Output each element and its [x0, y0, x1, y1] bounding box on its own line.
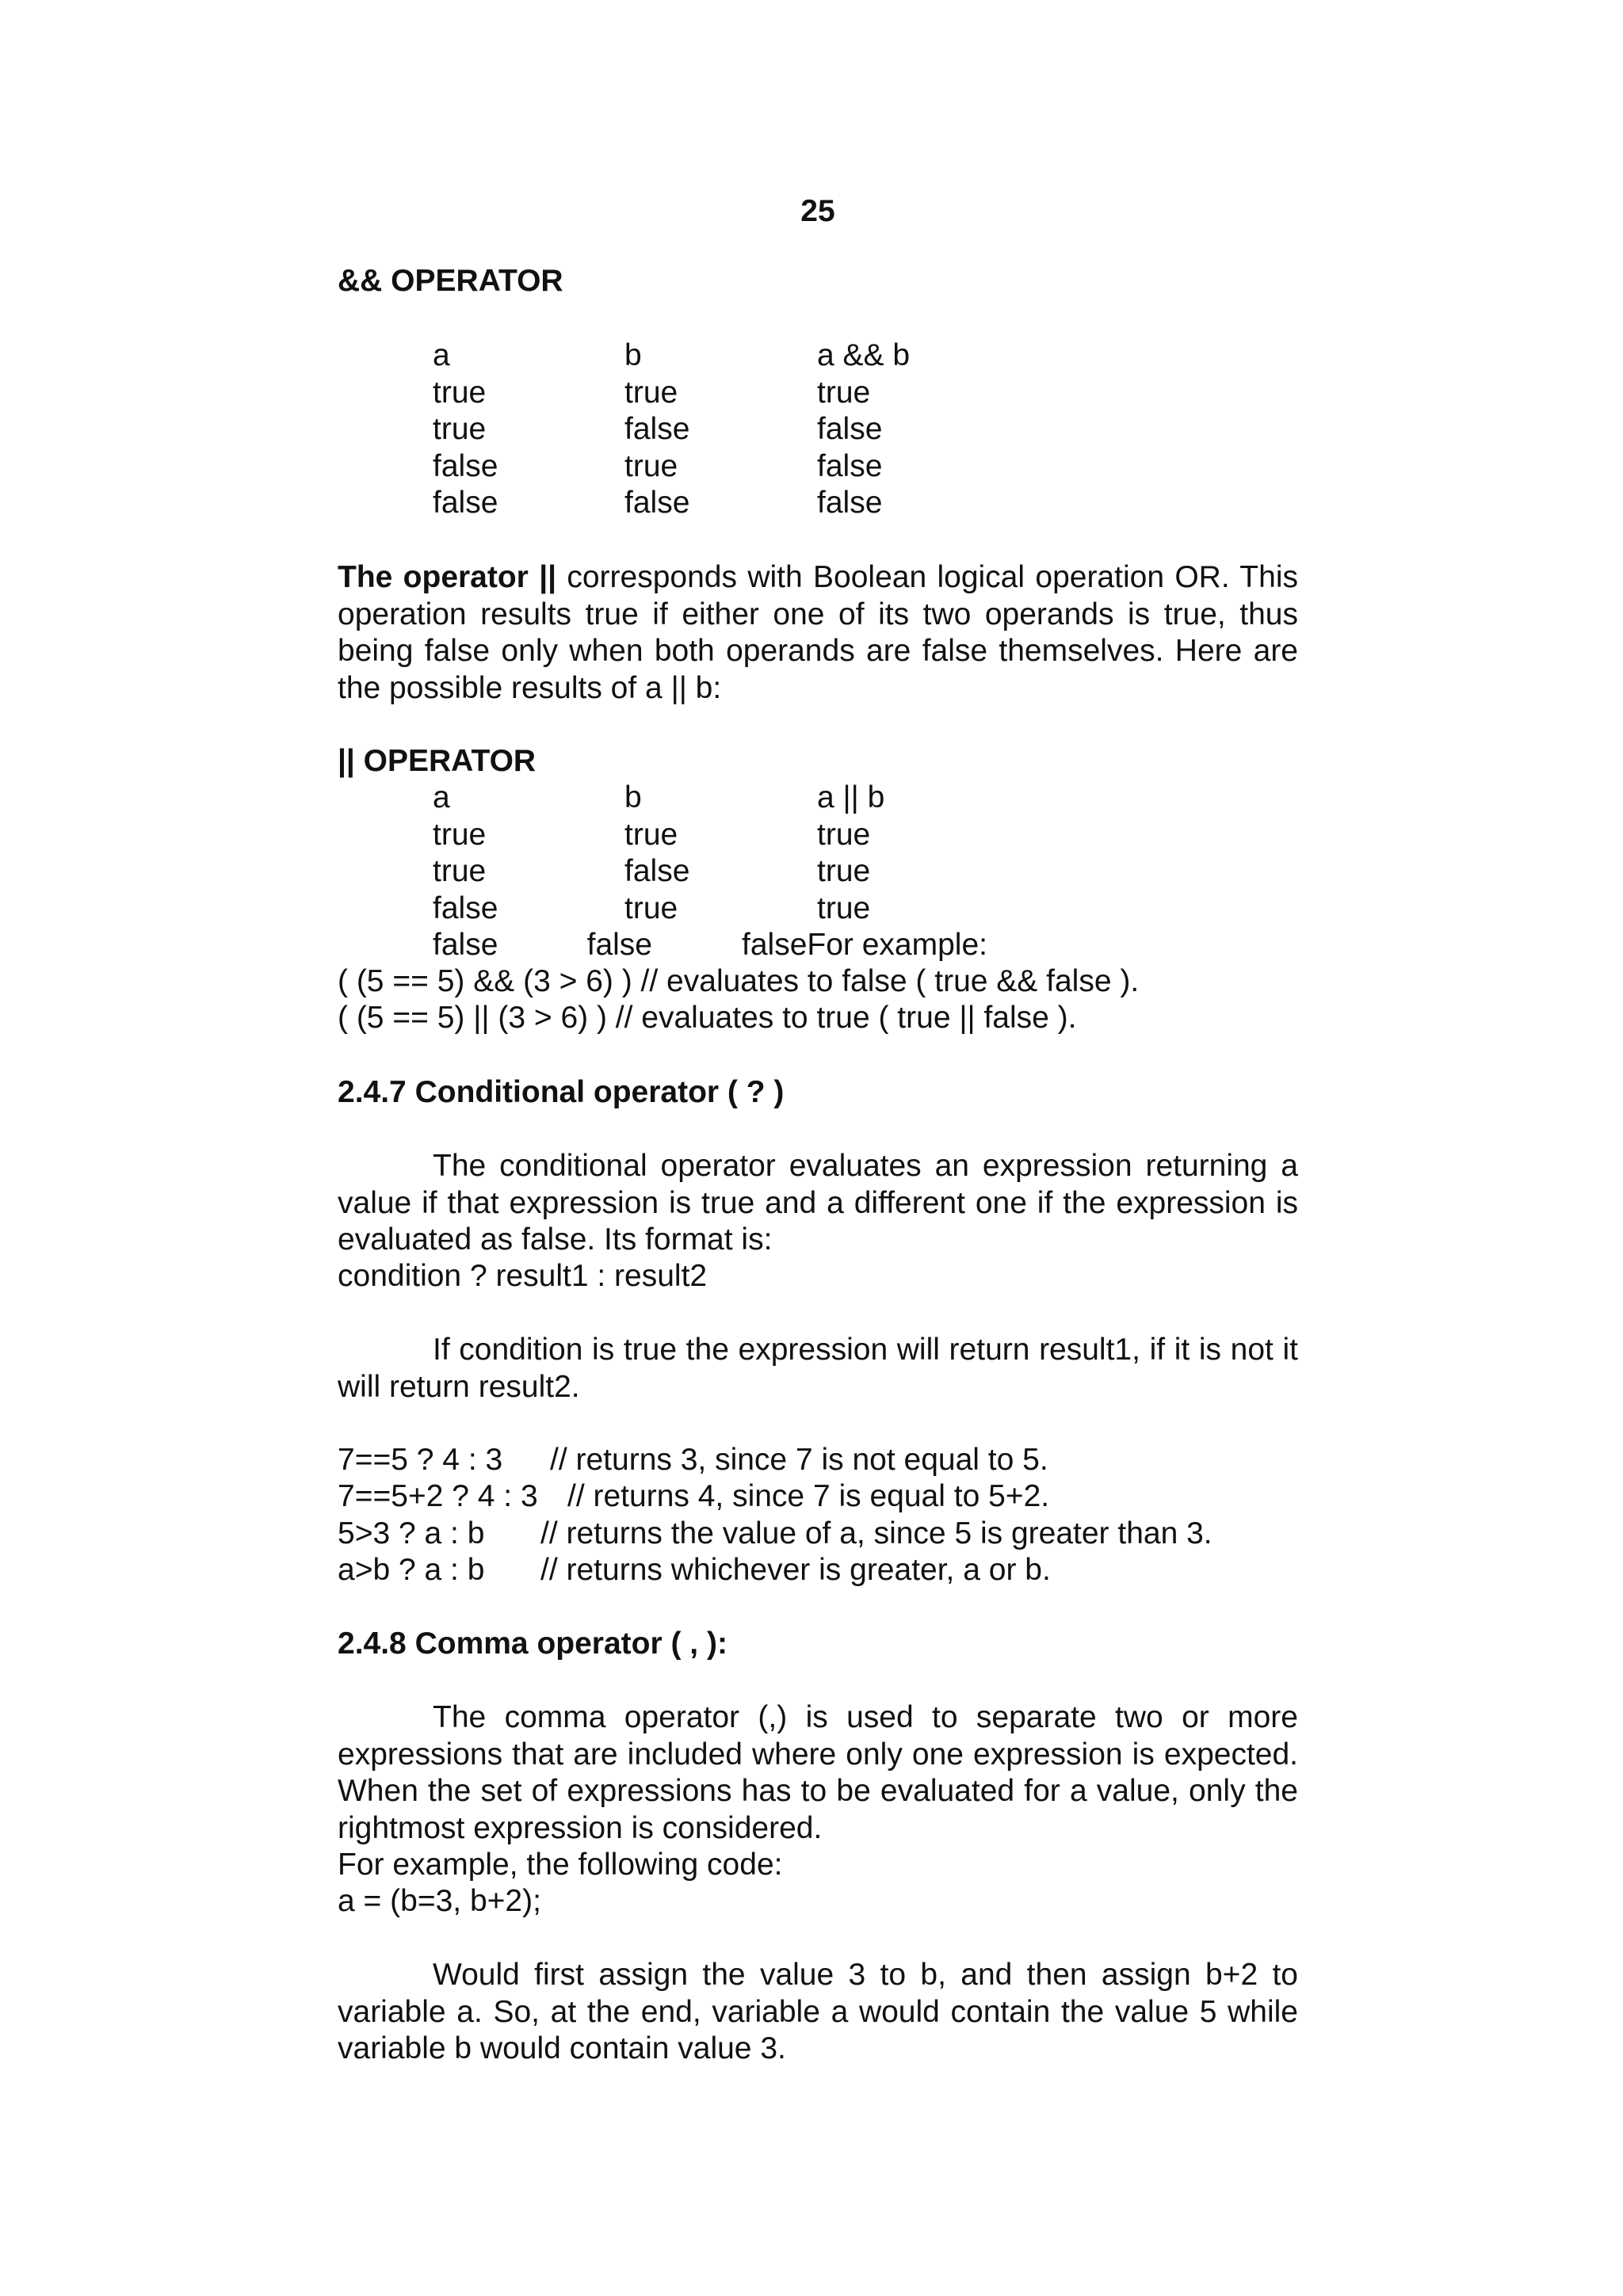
comma-operator-heading: 2.4.8 Comma operator ( , ):: [338, 1627, 727, 1661]
table-cell: true: [817, 891, 871, 925]
table-cell: true: [624, 375, 678, 410]
table-row: [433, 448, 987, 486]
comma-example-intro: For example, the following code:: [338, 1848, 783, 1882]
table-row: [433, 927, 987, 964]
comma-result-paragraph: Would first assign the value 3 to b, and then assign b+2 to variable a. So, at the end, variable a would contain the value 5 while variable b would contain value 3.: [338, 1958, 1298, 2065]
conditional-operator-heading: 2.4.7 Conditional operator ( ? ): [338, 1075, 785, 1109]
example-comment: // returns 3, since 7 is not equal to 5.: [550, 1443, 1048, 1477]
example-expression: a>b ? a : b: [338, 1553, 485, 1587]
table-cell: true: [817, 854, 871, 888]
table-cell: true: [624, 448, 678, 483]
example-expression: 7==5+2 ? 4 : 3: [338, 1479, 538, 1513]
example-comment: // returns the value of a, since 5 is greater than 3.: [540, 1516, 1212, 1550]
comma-paragraph: The comma operator (,) is used to separate two or more expressions that are included where only one expression is expected. When the set of expressions has to be evaluated for a value, only the rightmost expression is considered.: [338, 1700, 1298, 1845]
conditional-example: [338, 1442, 1048, 1479]
table-row: [433, 485, 987, 522]
document-page: [338, 0, 1298, 2296]
table-cell: false: [817, 448, 883, 483]
table-cell: true: [433, 412, 487, 446]
conditional-result-paragraph: If condition is true the expression will return result1, if it is not it will return result2.: [338, 1333, 1298, 1404]
conditional-format-line: condition ? result1 : result2: [338, 1259, 708, 1293]
table-cell: false: [433, 448, 498, 483]
header-cell: a: [433, 338, 450, 372]
conditional-paragraph: The conditional operator evaluates an expression returning a value if that expression is true and a different one if the expression is evaluated as false. Its format is:: [338, 1149, 1298, 1257]
or-example-line: ( (5 == 5) || (3 > 6) ) // evaluates to true ( true || false ).: [338, 1001, 1077, 1035]
and-truth-table: [433, 338, 987, 522]
table-cell: true: [433, 375, 487, 410]
table-cell: true: [433, 817, 487, 852]
or-example-line: ( (5 == 5) && (3 > 6) ) // evaluates to false ( true && false ).: [338, 964, 1140, 998]
table-cell: true: [433, 854, 487, 888]
table-header-row: [433, 338, 987, 375]
table-row: [433, 411, 987, 448]
table-cell: false: [433, 891, 498, 925]
table-cell: false: [586, 928, 652, 962]
conditional-example: [338, 1552, 1051, 1589]
table-cell: false: [433, 928, 498, 962]
example-expression: 7==5 ? 4 : 3: [338, 1443, 503, 1477]
table-header-row: [433, 780, 987, 817]
header-cell: a: [433, 780, 450, 814]
table-row: [433, 853, 987, 891]
table-row: [433, 375, 987, 412]
table-cell: true: [817, 375, 871, 410]
table-cell: true: [624, 891, 678, 925]
or-intro-paragraph: [338, 559, 1298, 707]
header-cell: a && b: [817, 338, 911, 372]
or-intro-text: corresponds with Boolean logical operation OR. This operation results true if either one of its two operands is true, thus being false only when both operands are false themselves. Here are the possible results of a || b:: [338, 560, 1298, 705]
conditional-example: [338, 1516, 1212, 1553]
header-cell: a || b: [817, 780, 885, 814]
example-comment: // returns 4, since 7 is equal to 5+2.: [567, 1479, 1050, 1513]
example-expression: 5>3 ? a : b: [338, 1516, 485, 1550]
table-cell: false: [817, 412, 883, 446]
header-cell: b: [624, 780, 642, 814]
header-cell: b: [624, 338, 642, 372]
table-cell: falseFor example:: [742, 928, 987, 962]
or-operator-heading: || OPERATOR: [338, 744, 537, 778]
page-number: 25: [800, 194, 835, 228]
table-row: [433, 891, 987, 928]
table-cell: false: [817, 486, 883, 520]
table-row: [433, 817, 987, 854]
table-cell: false: [624, 412, 690, 446]
comma-code-line: a = (b=3, b+2);: [338, 1884, 541, 1918]
table-cell: true: [624, 817, 678, 852]
conditional-example: [338, 1478, 1049, 1516]
example-comment: // returns whichever is greater, a or b.: [540, 1553, 1051, 1587]
table-cell: false: [624, 854, 690, 888]
table-cell: true: [817, 817, 871, 852]
and-operator-heading: && OPERATOR: [338, 264, 563, 298]
or-intro-lead: The operator ||: [338, 560, 557, 594]
or-truth-table: [433, 780, 987, 964]
table-cell: false: [433, 486, 498, 520]
table-cell: false: [624, 486, 690, 520]
